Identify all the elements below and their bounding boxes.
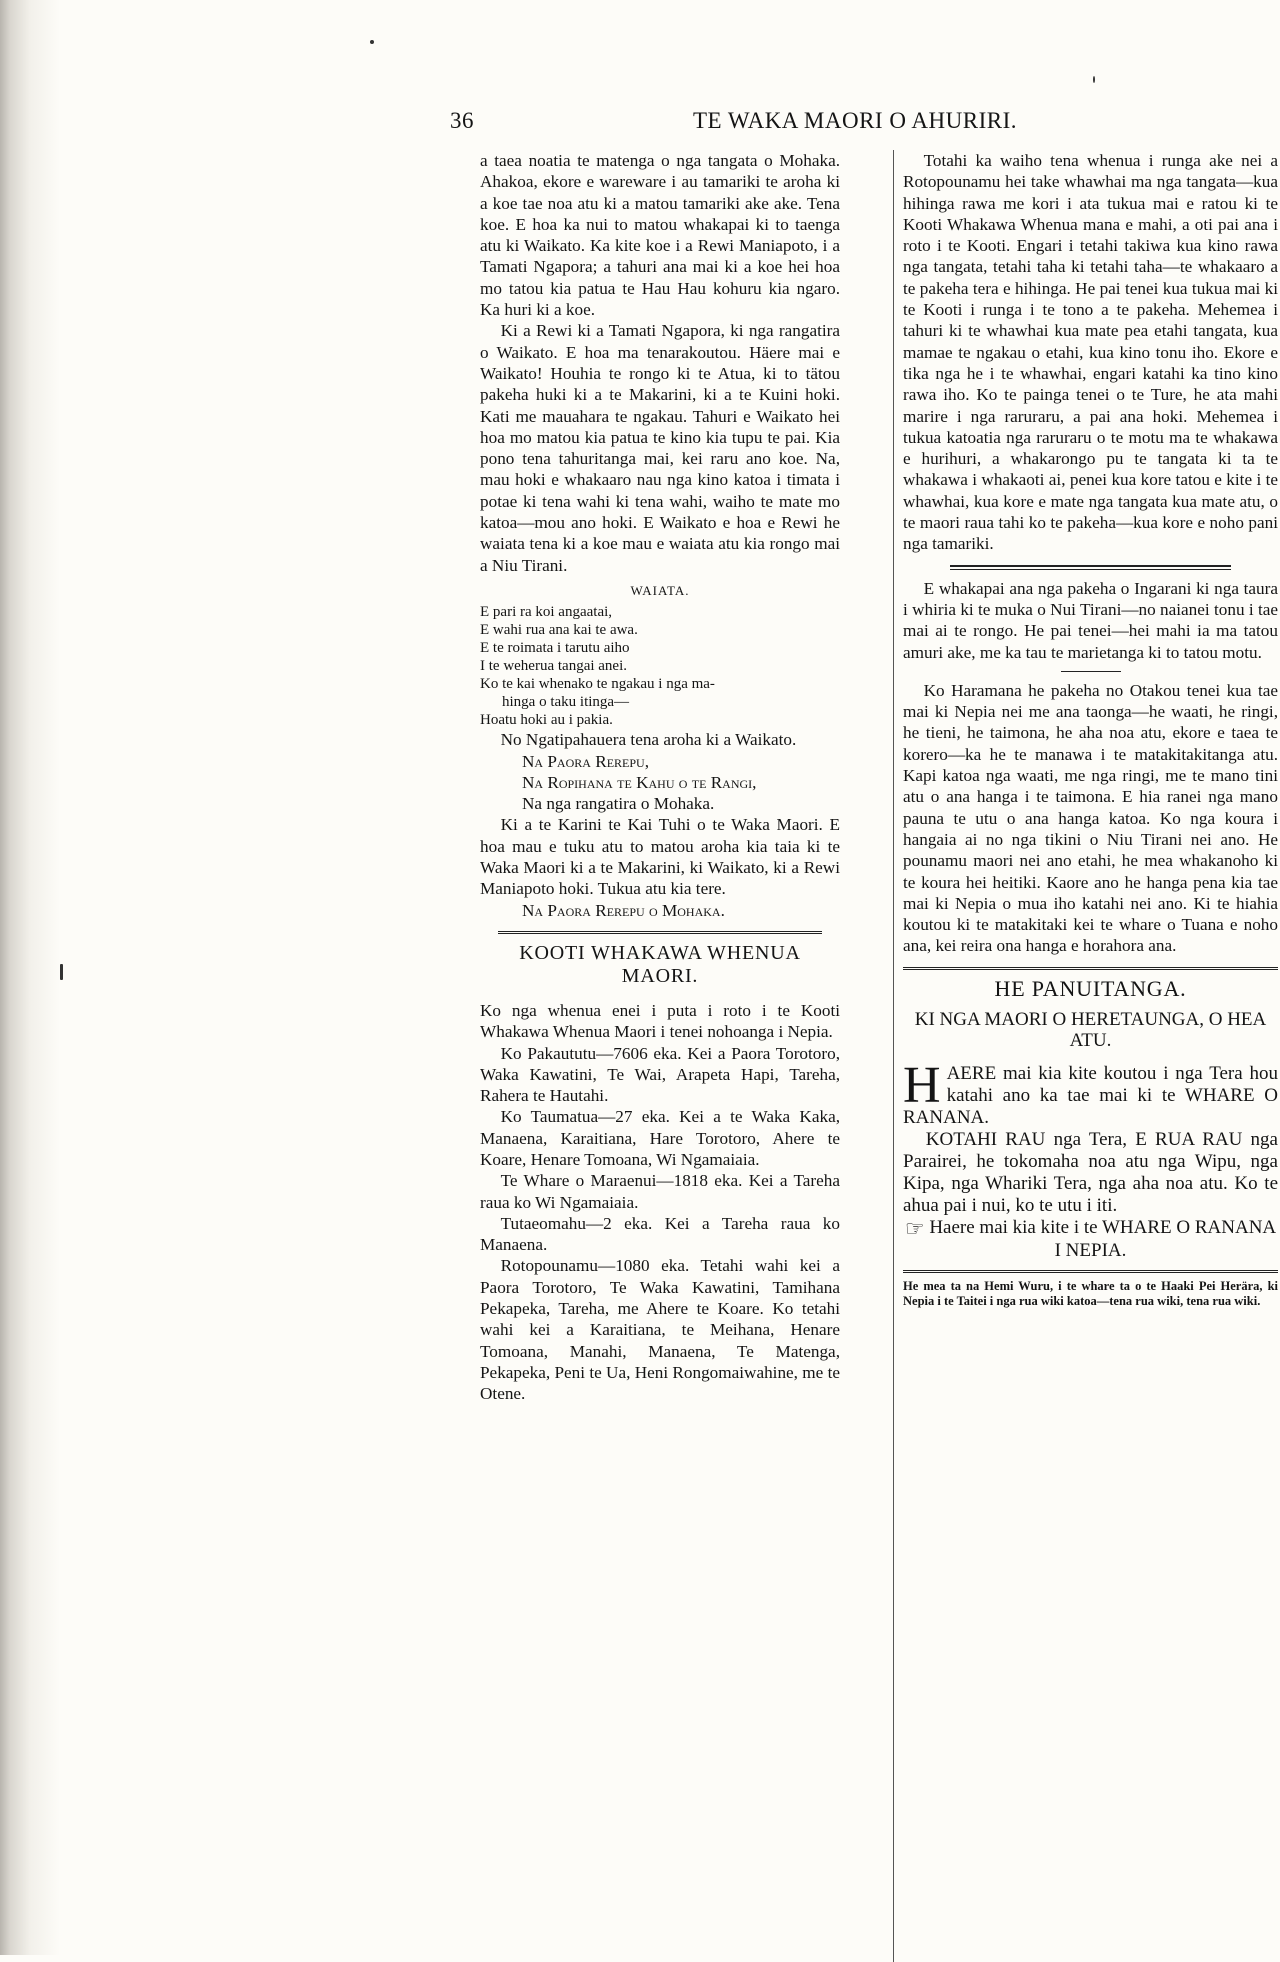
totahi-paragraph: Totahi ka waiho tena whenua i runga ake nei a Rotopounamu hei take whawhai ma nga tangata—kua hihinga rawa me kori i ata tukua mai e ratou ki te Kooti Whakawa Whenua mana e mahi, a oti pai ana i roto i te Kooti. Engari i tetahi takiwa kua kino rawa nga tangata, tetahi taha ki tetahi taha—te whakaaro a te pakeha tera e hihinga. He pai tenei kua tukua mai ki te Kooti i runga i te tono a te pakeha. Mehemea i tahuri ki te whawhai kua mate pea etahi tangata, kua mamae te ngakau o etahi, kua kino tonu iho. Ekore e tika nga he i te whawhai, engari katahi ka tino kino rawa iho. Ko te painga tenei o te Ture, he ata mahi marire i nga raruraru, a pai ana hoki. Mehemea i tukua katoatia nga raruraru o te motu ma te whakawa e hurihuri, a whakarongo pu te tangata ki ta te whakawa i whakaoti ai, penei kua kore tatou e kite i te whawhai, kua kore e mate nga tangata kua mate atu, o te maori raua tahi ko te pakeha—kua kore e noho pani nga tamariki. <box>903 151 1278 554</box>
section-rule <box>950 565 1231 570</box>
advertisement-final <box>903 1217 1278 1262</box>
section-rule <box>903 967 1278 970</box>
left-column <box>480 150 840 1405</box>
advertisement-subheading: KI NGA MAORI O HERETAUNGA, O HEA ATU. <box>914 1008 1267 1051</box>
kooti-paragraph: Rotopounamu—1080 eka. Tetahi wahi kei a Paora Torotoro, Te Waka Kawatini, Tamihana Pekapeka, Tareha, me Ahere te Koare. Ko tetahi wahi kei a Karaitiana, te Meihana, Henare Tomoana, Manahi, Manaena, Te Matenga, Pekapeka, Peni te Ua, Heni Rongomaiwahine, me te Otene. <box>480 1256 840 1404</box>
poem-line: Hoatu hoki au i pakia. <box>480 712 613 729</box>
kooti-paragraph: Ko Pakaututu—7606 eka. Kei a Paora Torotoro, Waka Kawatini, Te Wai, Arapeta Hapi, Tareha, Rahera te Hautahi. <box>480 1043 840 1106</box>
scan-edge-shadow <box>0 0 60 1955</box>
kooti-paragraph: Te Whare o Maraenui—1818 eka. Kei a Tareha raua ko Wi Ngamaiaia. <box>480 1171 840 1212</box>
karini-paragraph: Ki a te Karini te Kai Tuhi o te Waka Maori. E hoa mau e tuku atu to matou aroha kia taia ki te Waka Maori ki a te Makarini, ki Waikato, ki a Rewi Maniapoto hoki. Tukua atu kia tere. <box>480 815 840 899</box>
poem-line: E wahi rua ana kai te awa. <box>480 622 638 639</box>
drop-cap: H <box>903 1056 941 1114</box>
section-rule <box>1061 671 1121 672</box>
signature-line: Na Paora Rerepu, <box>522 751 649 771</box>
kooti-paragraph: Tutaeomahu—2 eka. Kei a Tareha raua ko Manaena. <box>480 1213 840 1255</box>
section-rule <box>498 931 822 934</box>
poem-title: WAIATA. <box>630 582 690 598</box>
column-divider <box>893 150 894 1962</box>
kooti-paragraph: Ko nga whenua enei i puta i roto i te Kooti Whakawa Whenua Maori i tenei nohoanga i Nepia. <box>480 1000 840 1042</box>
signature-line: Na Ropihana te Kahu o te Rangi, <box>522 772 757 792</box>
ink-speck <box>370 40 374 44</box>
ingarani-paragraph: E whakapai ana nga pakeha o Ingarani ki nga taura i whiria ki te muka o Nui Tirani—no naianei tonu i tae mai ai te rongo. He pai tenei—hei mahi ia ma tatou amuri ake, me ka tau te marietanga ki to tatou motu. <box>903 578 1278 662</box>
advertisement-paragraph: KOTAHI RAU nga Tera, E RUA RAU nga Parairei, he tokomaha noa atu nga Wipu, nga Kipa, nga Whariki Tera, nga aha noa atu. Ko te ahua pai i nui, ko te utu i iti. <box>903 1128 1278 1216</box>
poem-line: I te weherua tangai anei. <box>480 658 628 675</box>
page-number: 36 <box>450 108 474 133</box>
page-title: TE WAKA MAORI O AHURIRI. <box>693 108 1017 133</box>
letter-paragraph: a taea noatia te matenga o nga tangata o Mohaka. Ahakoa, ekore e wareware i au tamariki te aroha ki a koe tae noa atu ki a matou tamariki ake ake. Tena koe. E hoa ka nui to matou whakapai ki to taenga atu ki Waikato. Ka kite koe i a Rewi Maniapoto, i a Tamati Ngapora; a tahuri ana mai ki a koe hei hoa mo tatou kia patua te Hau Hau kohuru kia ngaro. Ka huri ki a koe. <box>480 151 840 320</box>
poem-line: E pari ra koi angaatai, <box>480 604 613 621</box>
section-rule <box>903 1270 1278 1273</box>
imprint: He mea ta na Hemi Wuru, i te whare ta o te Haaki Pei Herära, ki Nepia i te Taitei i nga rua wiki katoa—tena rua wiki, tena rua wiki. <box>903 1278 1278 1308</box>
closing-line: No Ngatipahauera tena aroha ki a Waikato. <box>500 730 797 750</box>
kooti-title: KOOTI WHAKAWA WHENUA MAORI. <box>519 941 801 987</box>
kooti-paragraph: Ko Taumatua—27 eka. Kei a te Waka Kaka, Manaena, Karaitiana, Hare Torotoro, Ahere te Koare, Henare Tomoana, Wi Ngamaiaia. <box>480 1107 840 1169</box>
page-header <box>450 108 1280 138</box>
karini-signature: Na Paora Rerepu o Mohaka. <box>522 900 725 920</box>
advertisement-heading: HE PANUITANGA. <box>994 975 1187 1001</box>
pointing-hand-icon: ☞ <box>904 1215 925 1241</box>
advertisement-paragraph <box>903 1056 1278 1129</box>
advertisement-text: AERE mai kia kite koutou i nga Tera hou katahi ano ka tae mai ki te WHARE O RANANA. <box>903 1062 1278 1128</box>
signature-line: Na nga rangatira o Mohaka. <box>522 794 715 814</box>
advertisement-final-text: Haere mai kia kite i te WHARE O RANANA I NEPIA. <box>929 1216 1277 1261</box>
poem-line: E te roimata i tarutu aiho <box>480 640 630 657</box>
poem-line: Ko te kai whenako te ngakau i nga ma- <box>480 676 715 693</box>
ink-speck <box>60 964 63 980</box>
poem-line: hinga o taku itinga— <box>502 694 630 711</box>
haramana-paragraph: Ko Haramana he pakeha no Otakou tenei kua tae mai ki Nepia nei me ana taonga—he waati, he ringi, he tieni, he taimona, he aha noa atu, ekore e taea te korero—ka he te manawa i te matakitakitanga atu. Kapi katoa nga waati, me nga ringi, me te mano tini atu o ana hanga i te taimona. E hia ranei nga mano pauna te utu o ana hanga katoa. Ko nga koura i hangaia ai no nga tikini o Niu Tirani nei ano. He pounamu maori nei ano etahi, he mea whakanoho ki te koura hei heitiki. Kaore ano he hanga pena kia tae mai ki Nepia o mua iho katahi nei ano. Ki te hiahia koutou ki te matakitaki kei te whare o Tuana e noho ana, kei reira ona hanga e horahora ana. <box>903 680 1278 956</box>
letter-paragraph: Ki a Rewi ki a Tamati Ngapora, ki nga rangatira o Waikato. E hoa ma tenarakoutou. Häere mai e Waikato! Houhia te rongo ki te Atua, ki to tätou pakeha huki ki a te Makarini, ki a te Kuini hoki. Kati me mauahara te ngakau. Tahuri e Waikato hei hoa mo matou kia patua te kino kia tupu te pai. Kia pono tena tahuritanga mai, kei raru ano koe. Na, mau hoki e whakaaro nau nga kino katoa i timata i potae ki tena wahi ki tena wahi, waiho te mate mo katoa—mou ano hoki. E Waikato e hoa e Rewi he waiata tena ki a koe mau e waiata atu kia rongo mai a Niu Tirani. <box>480 321 840 575</box>
right-column <box>903 150 1278 1309</box>
ink-speck <box>1093 76 1095 83</box>
